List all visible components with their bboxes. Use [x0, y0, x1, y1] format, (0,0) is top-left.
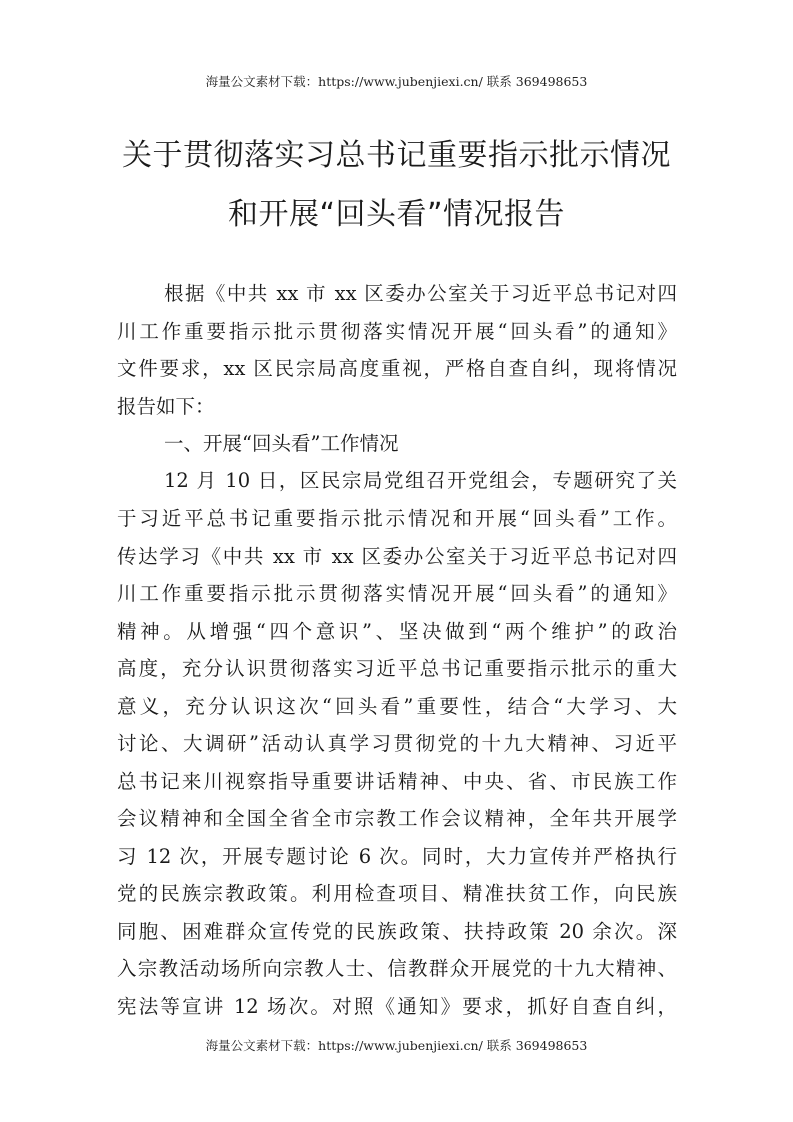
body-line: 高度，充分认识贯彻落实习近平总书记重要指示批示的重大 [117, 657, 677, 680]
body-line: 党的民族宗教政策。利用检查项目、精准扶贫工作，向民族 [117, 882, 677, 905]
body-line: 根据《中共 xx 市 xx 区委办公室关于习近平总书记对四 [164, 282, 677, 305]
body-line: 于习近平总书记重要指示批示情况和开展“回头看”工作。 [117, 507, 677, 530]
body-line: 川工作重要指示批示贯彻落实情况开展“回头看”的通知》 [117, 582, 677, 605]
body-line: 报告如下： [117, 395, 215, 418]
document-title-line-2: 和开展“回头看”情况报告 [227, 197, 566, 232]
body-line: 意义，充分认识这次“回头看”重要性，结合“大学习、大 [117, 695, 677, 718]
body-line: 讨论、大调研”活动认真学习贯彻党的十九大精神、习近平 [117, 732, 677, 755]
body-line: 习 12 次，开展专题讨论 6 次。同时，大力宣传并严格执行 [117, 845, 677, 868]
body-line: 入宗教活动场所向宗教人士、信教群众开展党的十九大精神、 [117, 957, 677, 980]
body-line: 总书记来川视察指导重要讲话精神、中央、省、市民族工作 [117, 770, 677, 793]
body-line: 传达学习《中共 xx 市 xx 区委办公室关于习近平总书记对四 [117, 545, 677, 568]
body-line: 同胞、困难群众宣传党的民族政策、扶持政策 20 余次。深 [117, 920, 677, 943]
page-header: 海量公文素材下载：https://www.jubenjiexi.cn/ 联系 369498653 [205, 74, 588, 89]
body-line: 宪法等宣讲 12 场次。对照《通知》要求，抓好自查自纠， [117, 995, 677, 1018]
body-line: 文件要求，xx 区民宗局高度重视，严格自查自纠，现将情况 [117, 357, 677, 380]
section-heading: 一、开展“回头看”工作情况 [164, 432, 399, 455]
document-title-line-1: 关于贯彻落实习总书记重要指示批示情况 [122, 138, 671, 173]
body-line: 精神。从增强“四个意识”、坚决做到“两个维护”的政治 [117, 620, 677, 643]
body-line: 12 月 10 日，区民宗局党组召开党组会，专题研究了关 [164, 469, 677, 492]
body-line: 川工作重要指示批示贯彻落实情况开展“回头看”的通知》 [117, 320, 677, 343]
page-footer: 海量公文素材下载：https://www.jubenjiexi.cn/ 联系 369498653 [205, 1038, 588, 1053]
body-line: 会议精神和全国全省全市宗教工作会议精神，全年共开展学 [117, 807, 677, 830]
